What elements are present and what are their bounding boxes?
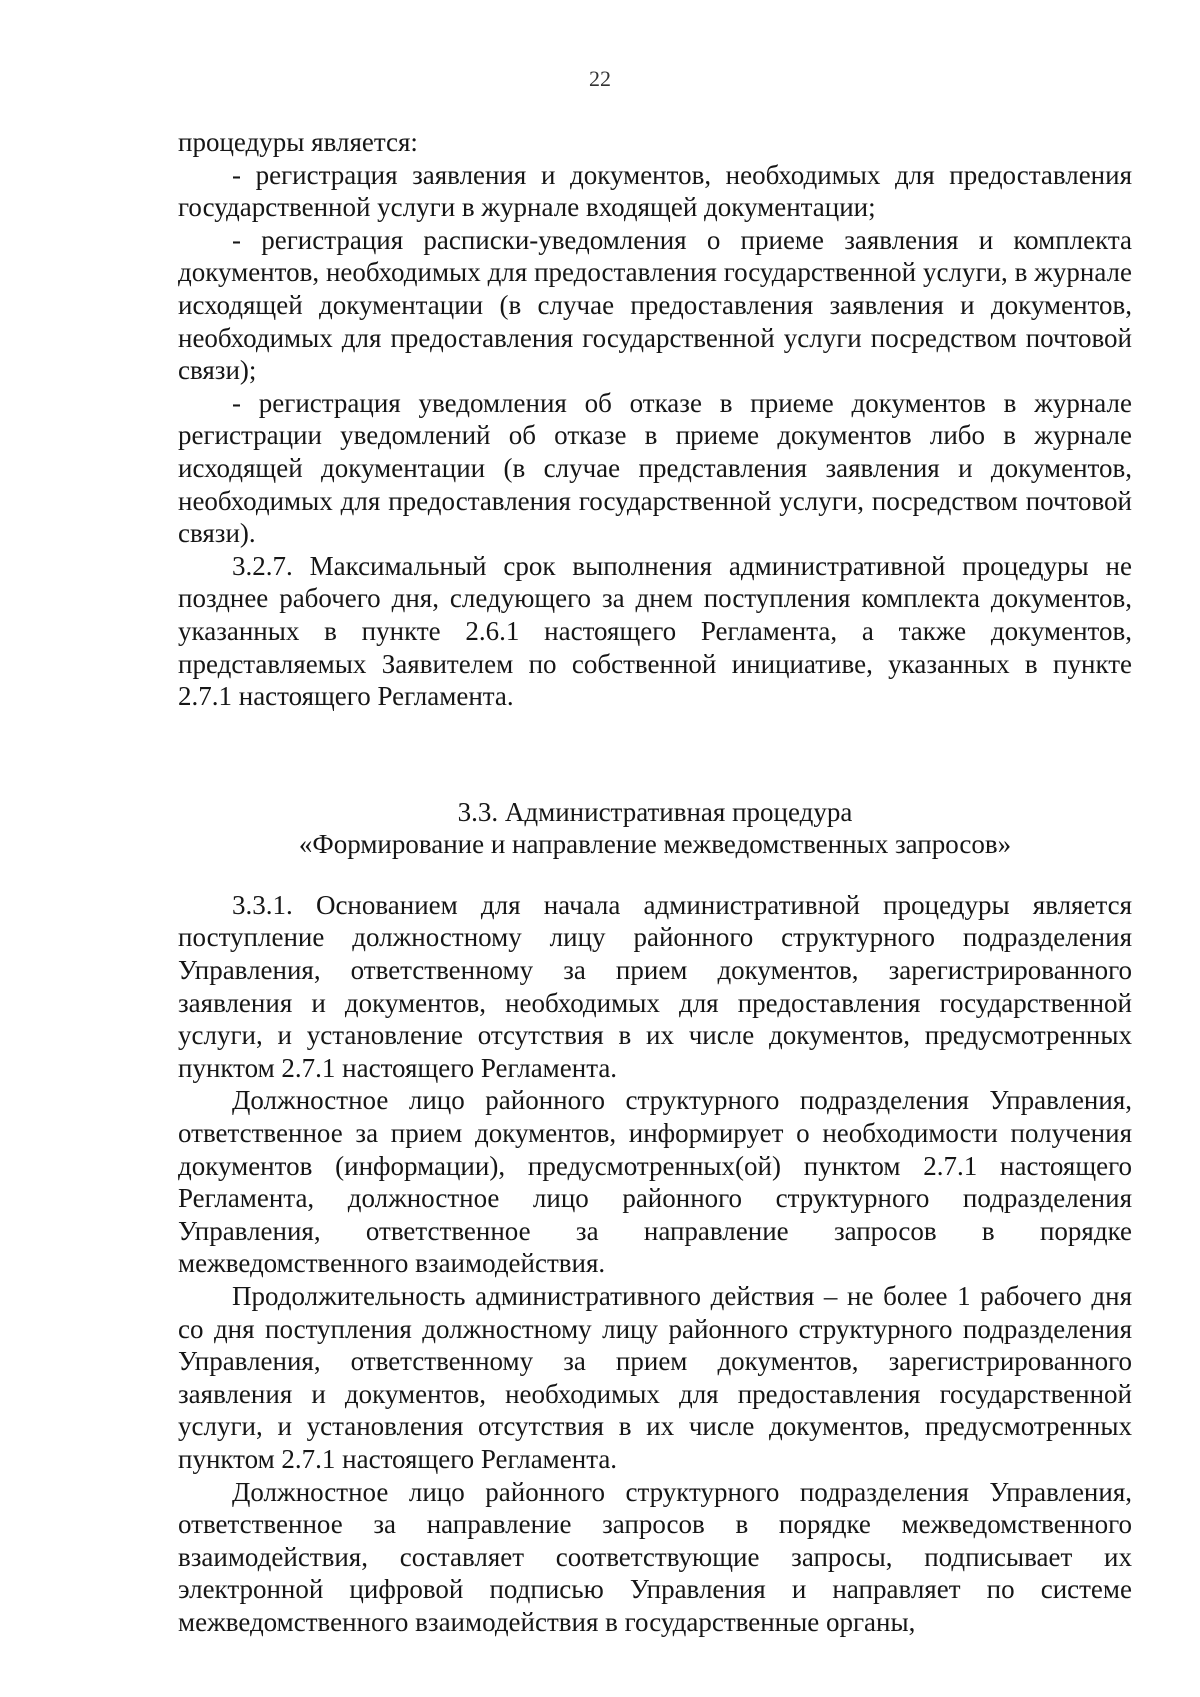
page-body xyxy=(178,126,1132,1639)
section-heading-line-2: «Формирование и направление межведомственных запросов» xyxy=(298,829,1012,860)
page-number: 22 xyxy=(589,66,611,91)
section-spacer xyxy=(178,713,1132,796)
paragraph-bottom-1: 3.3.1. Основанием для начала административной процедуры является поступление должностному лицу районного структурного подразделения Управления, ответственному за прием документов, зарегистрированного заявления и документов, необходимых для предоставления государственной услуги, и установление отсутствия в их числе документов, предусмотренных пунктом 2.7.1 настоящего Регламента. xyxy=(178,889,1132,1083)
paragraph-top-5: 3.2.7. Максимальный срок выполнения административной процедуры не позднее рабочего дня, следующего за днем поступления комплекта документов, указанных в пункте 2.6.1 настоящего Регламента, а также документов, представляемых Заявителем по собственной инициативе, указанных в пункте 2.7.1 настоящего Регламента. xyxy=(178,550,1132,712)
heading-spacer xyxy=(178,861,1132,889)
paragraph-top-4: - регистрация уведомления об отказе в приеме документов в журнале регистрации уведомлений об отказе в приеме документов либо в журнале исходящей документации (в случае представления заявления и документов, необходимых для предоставления государственной услуги, посредством почтовой связи). xyxy=(178,387,1132,549)
paragraph-bottom-2: Должностное лицо районного структурного подразделения Управления, ответственное за прием документов, информирует о необходимости получения документов (информации), предусмотренных(ой) пунктом 2.7.1 настоящего Регламента, должностное лицо районного структурного подразделения Управления, ответственное за направление запросов в порядке межведомственного взаимодействия. xyxy=(178,1085,1132,1279)
paragraph-bottom-4: Должностное лицо районного структурного подразделения Управления, ответственное за направление запросов в порядке межведомственного взаимодействия, составляет соответствующие запросы, подписывает их электронной цифровой подписью Управления и направляет по системе межведомственного взаимодействия в государственные органы, xyxy=(178,1476,1132,1637)
section-heading-line-1: 3.3. Административная процедура xyxy=(457,796,853,827)
paragraph-top-3: - регистрация расписки-уведомления о приеме заявления и комплекта документов, необходимых для предоставления государственной услуги, в журнале исходящей документации (в случае предоставления заявления и документов, необходимых для предоставления государственной услуги посредством почтовой связи); xyxy=(178,224,1132,386)
paragraph-top-2: - регистрация заявления и документов, необходимых для предоставления государственной услуги в журнале входящей документации; xyxy=(178,159,1132,223)
paragraph-top-1: процедуры является: xyxy=(178,127,418,157)
paragraph-bottom-3: Продолжительность административного действия – не более 1 рабочего дня со дня поступления должностному лицу районного структурного подразделения Управления, ответственному за прием документов, зарегистрированного заявления и документов, необходимых для предоставления государственной услуги, и установления отсутствия в их числе документов, предусмотренных пунктом 2.7.1 настоящего Регламента. xyxy=(178,1281,1132,1474)
